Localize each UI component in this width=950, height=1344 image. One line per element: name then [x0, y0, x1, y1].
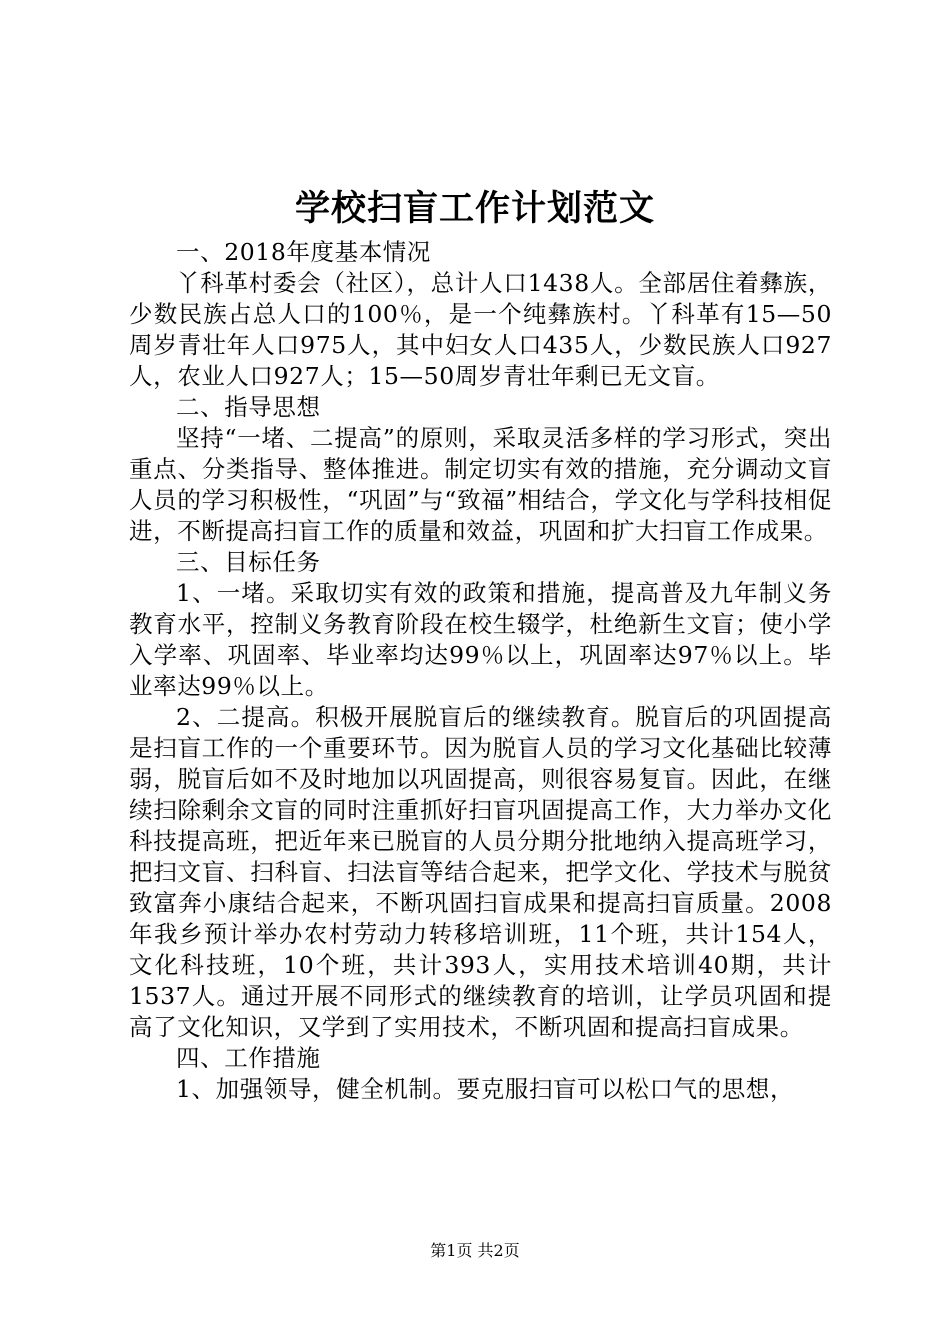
paragraph-goal-one: 1、一堵。采取切实有效的政策和措施，提高普及九年制义务教育水平，控制义务教育阶段在校生辍学，杜绝新生文盲；使小学入学率、巩固率、毕业率均达99％以上，巩固率达97％以上。毕业率达99％以上。	[129, 579, 832, 700]
paragraph-basic-situation: 丫科革村委会（社区），总计人口1438人。全部居住着彝族，少数民族占总人口的100％，是一个纯彝族村。丫科革有15—50周岁青壮年人口975人，其中妇女人口435人，少数民族人口927人，农业人口927人；15—50周岁青壮年剩已无文盲。	[129, 269, 832, 390]
section-heading-goals: 三、目标任务	[176, 548, 321, 576]
paragraph-measure-one: 1、加强领导，健全机制。要克服扫盲可以松口气的思想，	[176, 1075, 795, 1103]
section-heading-guiding-thought: 二、指导思想	[176, 393, 321, 421]
section-heading-basic-situation: 一、2018年度基本情况	[176, 238, 432, 266]
paragraph-goal-two: 2、二提高。积极开展脱盲后的继续教育。脱盲后的巩固提高是扫盲工作的一个重要环节。因为脱盲人员的学习文化基础比较薄弱，脱盲后如不及时地加以巩固提高，则很容易复盲。因此，在继续扫除剩余文盲的同时注重抓好扫盲巩固提高工作，大力举办文化科技提高班，把近年来已脱盲的人员分期分批地纳入提高班学习，把扫文盲、扫科盲、扫法盲等结合起来，把学文化、学技术与脱贫致富奔小康结合起来，不断巩固扫盲成果和提高扫盲质量。2008年我乡预计举办农村劳动力转移培训班，11个班，共计154人，文化科技班，10个班，共计393人，实用技术培训40期，共计1537人。通过开展不同形式的继续教育的培训，让学员巩固和提高了文化知识，又学到了实用技术，不断巩固和提高扫盲成果。	[129, 703, 832, 1041]
document-title: 学校扫盲工作计划范文	[294, 188, 655, 229]
paragraph-guiding-thought: 坚持“一堵、二提高”的原则，采取灵活多样的学习形式，突出重点、分类指导、整体推进。制定切实有效的措施，充分调动文盲人员的学习积极性，“巩固”与“致福”相结合，学文化与学科技相促进，不断提高扫盲工作的质量和效益，巩固和扩大扫盲工作成果。	[129, 424, 832, 545]
page-footer: 第1页 共2页	[430, 1241, 520, 1260]
section-heading-measures: 四、工作措施	[176, 1044, 321, 1072]
document-body	[129, 237, 832, 1105]
